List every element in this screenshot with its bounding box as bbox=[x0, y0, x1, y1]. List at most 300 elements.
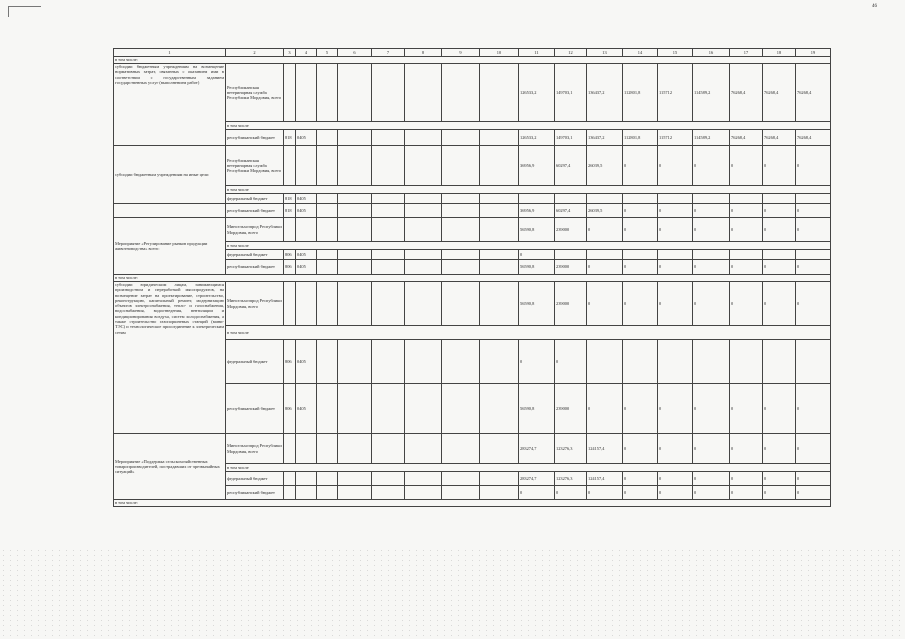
table-cell bbox=[317, 64, 338, 122]
value-cell: 123276,3 bbox=[555, 472, 587, 486]
value-cell: 56590,8 bbox=[519, 218, 555, 242]
table-cell bbox=[480, 146, 519, 186]
value-cell: 239000 bbox=[555, 260, 587, 275]
table-cell bbox=[442, 64, 480, 122]
value-cell: 0 bbox=[658, 434, 693, 464]
value-cell: 0 bbox=[658, 204, 693, 218]
table-cell bbox=[405, 260, 442, 275]
value-cell: 239000 bbox=[555, 282, 587, 326]
value-cell: 0 bbox=[730, 384, 763, 434]
table-cell bbox=[372, 250, 405, 260]
value-cell: 0 bbox=[763, 260, 796, 275]
table-cell bbox=[405, 384, 442, 434]
value-cell: 0 bbox=[693, 204, 730, 218]
table-cell bbox=[372, 384, 405, 434]
value-cell: 0 bbox=[623, 218, 658, 242]
table-cell bbox=[338, 194, 372, 204]
table-cell bbox=[372, 282, 405, 326]
table-cell bbox=[405, 146, 442, 186]
value-cell: 112801,8 bbox=[623, 64, 658, 122]
table-cell bbox=[338, 146, 372, 186]
value-cell: 0 bbox=[623, 204, 658, 218]
code-cell: 0405 bbox=[296, 384, 317, 434]
table-cell bbox=[372, 130, 405, 146]
table-row bbox=[114, 57, 831, 64]
budget-label: республиканский бюджет bbox=[226, 486, 284, 500]
column-header: 9 bbox=[442, 49, 480, 57]
value-cell: 0 bbox=[587, 260, 623, 275]
org-name: Республиканская ветеринарная служба Республики Мордовия, всего bbox=[226, 64, 284, 122]
value-cell: 0 bbox=[796, 434, 831, 464]
table-cell bbox=[317, 384, 338, 434]
code-cell: 806 bbox=[284, 384, 296, 434]
table-cell bbox=[763, 250, 796, 260]
table-cell bbox=[405, 204, 442, 218]
value-cell: 0 bbox=[693, 472, 730, 486]
table-cell bbox=[658, 250, 693, 260]
budget-label: республиканский бюджет bbox=[226, 130, 284, 146]
table-row bbox=[114, 434, 831, 464]
table-cell bbox=[317, 218, 338, 242]
column-header: 15 bbox=[658, 49, 693, 57]
table-cell bbox=[296, 282, 317, 326]
row-description: субсидии бюджетным учреждениям на иные цели bbox=[114, 146, 226, 204]
table-cell bbox=[372, 434, 405, 464]
value-cell: 0 bbox=[796, 204, 831, 218]
value-cell: 0 bbox=[555, 486, 587, 500]
in-that-number-label: в том числе bbox=[226, 186, 831, 194]
org-name: Республиканская ветеринарная служба Республики Мордовия, всего bbox=[226, 146, 284, 186]
scan-noise bbox=[0, 548, 905, 639]
table-cell bbox=[658, 194, 693, 204]
value-cell: 76268,4 bbox=[730, 64, 763, 122]
value-cell: 0 bbox=[763, 486, 796, 500]
table-cell bbox=[442, 486, 480, 500]
value-cell: 56590,8 bbox=[519, 260, 555, 275]
table-cell bbox=[284, 434, 296, 464]
budget-label: республиканский бюджет bbox=[226, 260, 284, 275]
table-cell bbox=[296, 434, 317, 464]
column-header: 7 bbox=[372, 49, 405, 57]
table-cell bbox=[587, 194, 623, 204]
value-cell: 0 bbox=[763, 204, 796, 218]
table-cell bbox=[405, 250, 442, 260]
table-cell bbox=[338, 204, 372, 218]
value-cell: 0 bbox=[623, 146, 658, 186]
table-cell bbox=[480, 282, 519, 326]
code-cell: 0405 bbox=[296, 194, 317, 204]
table-cell bbox=[338, 434, 372, 464]
column-header: 8 bbox=[405, 49, 442, 57]
value-cell: 0 bbox=[730, 434, 763, 464]
value-cell: 0 bbox=[693, 384, 730, 434]
table-cell bbox=[442, 282, 480, 326]
table-row bbox=[114, 204, 831, 218]
in-that-number-label: в том числе bbox=[226, 122, 831, 130]
table-cell bbox=[405, 130, 442, 146]
value-cell: 26039,5 bbox=[587, 204, 623, 218]
code-cell: 0405 bbox=[296, 250, 317, 260]
table-cell bbox=[480, 64, 519, 122]
table-cell bbox=[796, 194, 831, 204]
value-cell: 76268,4 bbox=[796, 64, 831, 122]
org-name: Минсельхозпрод Республики Мордовия, всего bbox=[226, 218, 284, 242]
column-header: 1 bbox=[114, 49, 226, 57]
table-cell bbox=[693, 340, 730, 384]
budget-label: федеральный бюджет bbox=[226, 472, 284, 486]
table-cell bbox=[480, 486, 519, 500]
table-cell bbox=[296, 472, 317, 486]
table-row bbox=[114, 500, 831, 507]
value-cell: 0 bbox=[730, 282, 763, 326]
table-cell bbox=[338, 130, 372, 146]
value-cell: 0 bbox=[730, 260, 763, 275]
value-cell: 76268,4 bbox=[763, 64, 796, 122]
budget-label: федеральный бюджет bbox=[226, 250, 284, 260]
column-header: 19 bbox=[796, 49, 831, 57]
table-row bbox=[114, 275, 831, 282]
value-cell: 0 bbox=[763, 472, 796, 486]
table-cell bbox=[284, 64, 296, 122]
value-cell: 239000 bbox=[555, 384, 587, 434]
value-cell: 0 bbox=[519, 340, 555, 384]
table-cell bbox=[405, 434, 442, 464]
table-cell bbox=[372, 64, 405, 122]
code-cell: 0405 bbox=[296, 260, 317, 275]
value-cell: 0 bbox=[587, 282, 623, 326]
table-cell bbox=[555, 250, 587, 260]
org-name: Минсельхозпрод Республики Мордовия, всего bbox=[226, 282, 284, 326]
table-cell bbox=[480, 384, 519, 434]
table-cell bbox=[480, 194, 519, 204]
table-cell bbox=[480, 340, 519, 384]
table-row bbox=[114, 64, 831, 122]
table-cell bbox=[480, 218, 519, 242]
table-body bbox=[114, 49, 831, 507]
column-header: 18 bbox=[763, 49, 796, 57]
value-cell: 0 bbox=[658, 146, 693, 186]
value-cell: 0 bbox=[555, 340, 587, 384]
table-cell bbox=[284, 472, 296, 486]
table-cell bbox=[442, 218, 480, 242]
section-label: в том числе: bbox=[114, 500, 831, 507]
value-cell: 56590,8 bbox=[519, 282, 555, 326]
in-that-number-label: в том числе bbox=[226, 242, 831, 250]
table-cell bbox=[555, 194, 587, 204]
table-cell bbox=[405, 282, 442, 326]
value-cell: 283274,7 bbox=[519, 472, 555, 486]
code-cell: 818 bbox=[284, 194, 296, 204]
value-cell: 0 bbox=[730, 472, 763, 486]
table-cell bbox=[442, 130, 480, 146]
column-header: 14 bbox=[623, 49, 658, 57]
column-header: 11 bbox=[519, 49, 555, 57]
value-cell: 60297,4 bbox=[555, 204, 587, 218]
column-header: 12 bbox=[555, 49, 587, 57]
table-cell bbox=[442, 194, 480, 204]
table-cell bbox=[480, 250, 519, 260]
table-cell bbox=[372, 146, 405, 186]
table-cell bbox=[730, 250, 763, 260]
in-that-number-label: в том числе bbox=[226, 326, 831, 340]
table-cell bbox=[372, 260, 405, 275]
table-cell bbox=[372, 340, 405, 384]
code-cell: 806 bbox=[284, 340, 296, 384]
column-header: 13 bbox=[587, 49, 623, 57]
table-cell bbox=[730, 340, 763, 384]
table-cell bbox=[658, 340, 693, 384]
scan-corner-mark bbox=[8, 6, 41, 17]
table-cell bbox=[623, 194, 658, 204]
table-cell bbox=[317, 146, 338, 186]
value-cell: 0 bbox=[623, 472, 658, 486]
table-cell bbox=[442, 340, 480, 384]
table-cell bbox=[284, 486, 296, 500]
value-cell: 0 bbox=[693, 218, 730, 242]
table-cell bbox=[317, 204, 338, 218]
value-cell: 124157,4 bbox=[587, 434, 623, 464]
row-description: субсидии бюджетным учреждениям на возмещение нормативных затрат, связанных с оказанием ими в соответствии с государственным заданием государственных услуг (выполнением работ) bbox=[114, 64, 226, 146]
table-cell bbox=[317, 434, 338, 464]
value-cell: 0 bbox=[796, 260, 831, 275]
budget-label: республиканский бюджет bbox=[226, 384, 284, 434]
value-cell: 0 bbox=[796, 384, 831, 434]
table-cell bbox=[317, 260, 338, 275]
table-cell bbox=[480, 260, 519, 275]
table-row bbox=[114, 282, 831, 326]
table-cell bbox=[372, 204, 405, 218]
value-cell: 0 bbox=[658, 218, 693, 242]
value-cell: 0 bbox=[796, 146, 831, 186]
value-cell: 126533,2 bbox=[519, 130, 555, 146]
column-header: 2 bbox=[226, 49, 284, 57]
value-cell: 0 bbox=[693, 146, 730, 186]
value-cell: 60297,4 bbox=[555, 146, 587, 186]
table-cell bbox=[587, 340, 623, 384]
budget-label: федеральный бюджет bbox=[226, 194, 284, 204]
row-description: Мероприятие «Поддержка сельскохозяйственных товаропроизводителей, пострадавших от чрезвычайных ситуаций» bbox=[114, 434, 226, 500]
table-cell bbox=[693, 194, 730, 204]
section-label: в том числе: bbox=[114, 57, 831, 64]
table-cell bbox=[480, 204, 519, 218]
table-cell bbox=[442, 434, 480, 464]
table-cell bbox=[405, 218, 442, 242]
table-cell bbox=[372, 194, 405, 204]
code-cell: 0405 bbox=[296, 340, 317, 384]
value-cell: 112801,8 bbox=[623, 130, 658, 146]
value-cell: 0 bbox=[763, 434, 796, 464]
value-cell: 124157,4 bbox=[587, 472, 623, 486]
value-cell: 0 bbox=[587, 218, 623, 242]
table-cell bbox=[405, 194, 442, 204]
table-cell bbox=[763, 194, 796, 204]
table-cell bbox=[480, 472, 519, 486]
value-cell: 0 bbox=[693, 486, 730, 500]
table-cell bbox=[405, 486, 442, 500]
value-cell: 0 bbox=[763, 282, 796, 326]
table-cell bbox=[405, 472, 442, 486]
table-cell bbox=[623, 340, 658, 384]
column-header: 10 bbox=[480, 49, 519, 57]
budget-label: республиканский бюджет bbox=[226, 204, 284, 218]
value-cell: 0 bbox=[730, 486, 763, 500]
value-cell: 0 bbox=[763, 384, 796, 434]
table-cell bbox=[284, 218, 296, 242]
value-cell: 0 bbox=[658, 282, 693, 326]
value-cell: 136437,2 bbox=[587, 130, 623, 146]
table-cell bbox=[405, 340, 442, 384]
value-cell: 0 bbox=[763, 218, 796, 242]
value-cell: 149703,1 bbox=[555, 64, 587, 122]
value-cell: 0 bbox=[519, 486, 555, 500]
header-row bbox=[114, 49, 831, 57]
table-cell bbox=[480, 434, 519, 464]
code-cell: 806 bbox=[284, 250, 296, 260]
table-row bbox=[114, 218, 831, 242]
table-cell bbox=[442, 146, 480, 186]
value-cell: 0 bbox=[623, 282, 658, 326]
table-cell bbox=[317, 282, 338, 326]
table-cell bbox=[296, 64, 317, 122]
budget-label: федеральный бюджет bbox=[226, 340, 284, 384]
value-cell: 0 bbox=[623, 260, 658, 275]
value-cell: 0 bbox=[587, 486, 623, 500]
value-cell: 0 bbox=[587, 384, 623, 434]
in-that-number-label: в том числе bbox=[226, 464, 831, 472]
table-cell bbox=[480, 130, 519, 146]
value-cell: 0 bbox=[796, 472, 831, 486]
table-cell bbox=[284, 282, 296, 326]
value-cell: 76268,4 bbox=[730, 130, 763, 146]
org-name: Минсельхозпрод Республики Мордовия, всего bbox=[226, 434, 284, 464]
table-cell bbox=[114, 204, 226, 218]
table-cell bbox=[796, 250, 831, 260]
table-cell bbox=[338, 218, 372, 242]
table-cell bbox=[405, 64, 442, 122]
value-cell: 114589,2 bbox=[693, 130, 730, 146]
table-cell bbox=[372, 472, 405, 486]
value-cell: 0 bbox=[658, 472, 693, 486]
code-cell: 818 bbox=[284, 130, 296, 146]
column-header: 16 bbox=[693, 49, 730, 57]
value-cell: 0 bbox=[730, 146, 763, 186]
column-header: 6 bbox=[338, 49, 372, 57]
table-cell bbox=[338, 384, 372, 434]
table-cell bbox=[338, 282, 372, 326]
table-cell bbox=[317, 130, 338, 146]
table-cell bbox=[372, 218, 405, 242]
row-description: субсидии юридическим лицам, занимающимся производством и переработкой мясопродуктов, на возмещение затрат на проектирование, строительство, реконструкцию, капитальный ремонт, модернизацию объектов электроснабжения, тепло- и газоснабжения, водоснабжения, водоотведения, вентиляции и кондиционирования воздуха, систем холодоснабжения, а также строительство газопоршневых станций (мини-ТЭС) и технологическое присоединение к электрическим сетям bbox=[114, 282, 226, 434]
value-cell: 0 bbox=[519, 250, 555, 260]
table-cell bbox=[587, 250, 623, 260]
value-cell: 36956,9 bbox=[519, 146, 555, 186]
column-header: 3 bbox=[284, 49, 296, 57]
table-cell bbox=[763, 340, 796, 384]
row-description: Мероприятие «Регулирование рынков продукции животноводства» всего: bbox=[114, 218, 226, 275]
value-cell: 0 bbox=[693, 434, 730, 464]
table-cell bbox=[442, 250, 480, 260]
table-cell bbox=[442, 472, 480, 486]
value-cell: 0 bbox=[658, 260, 693, 275]
value-cell: 76268,4 bbox=[796, 130, 831, 146]
value-cell: 283274,7 bbox=[519, 434, 555, 464]
value-cell: 0 bbox=[693, 260, 730, 275]
value-cell: 0 bbox=[796, 218, 831, 242]
value-cell: 0 bbox=[730, 218, 763, 242]
table-row bbox=[114, 146, 831, 186]
table-cell bbox=[442, 384, 480, 434]
table-cell bbox=[623, 250, 658, 260]
table-cell bbox=[296, 218, 317, 242]
table-cell bbox=[317, 194, 338, 204]
code-cell: 818 bbox=[284, 204, 296, 218]
value-cell: 149703,1 bbox=[555, 130, 587, 146]
value-cell: 0 bbox=[796, 282, 831, 326]
column-header: 4 bbox=[296, 49, 317, 57]
value-cell: 0 bbox=[623, 486, 658, 500]
value-cell: 0 bbox=[623, 434, 658, 464]
value-cell: 0 bbox=[693, 282, 730, 326]
table-cell bbox=[693, 250, 730, 260]
table-cell bbox=[338, 340, 372, 384]
value-cell: 0 bbox=[763, 146, 796, 186]
value-cell: 0 bbox=[658, 384, 693, 434]
value-cell: 26039,5 bbox=[587, 146, 623, 186]
column-header: 5 bbox=[317, 49, 338, 57]
value-cell: 0 bbox=[796, 486, 831, 500]
table-cell bbox=[317, 340, 338, 384]
table-cell bbox=[284, 146, 296, 186]
value-cell: 36956,9 bbox=[519, 204, 555, 218]
column-header: 17 bbox=[730, 49, 763, 57]
section-label: в том числе: bbox=[114, 275, 831, 282]
table-cell bbox=[730, 194, 763, 204]
value-cell: 126533,2 bbox=[519, 64, 555, 122]
value-cell: 0 bbox=[658, 486, 693, 500]
table-cell bbox=[796, 340, 831, 384]
code-cell: 0405 bbox=[296, 204, 317, 218]
page-number: 46 bbox=[872, 4, 877, 9]
table-cell bbox=[338, 472, 372, 486]
table-cell bbox=[442, 204, 480, 218]
value-cell: 239000 bbox=[555, 218, 587, 242]
table-cell bbox=[338, 486, 372, 500]
value-cell: 0 bbox=[730, 204, 763, 218]
value-cell: 115712 bbox=[658, 64, 693, 122]
code-cell: 806 bbox=[284, 260, 296, 275]
table-cell bbox=[317, 486, 338, 500]
value-cell: 0 bbox=[623, 384, 658, 434]
value-cell: 115712 bbox=[658, 130, 693, 146]
value-cell: 56590,8 bbox=[519, 384, 555, 434]
table-cell bbox=[317, 472, 338, 486]
table-cell bbox=[519, 194, 555, 204]
table-cell bbox=[338, 250, 372, 260]
table-cell bbox=[296, 486, 317, 500]
code-cell: 0405 bbox=[296, 130, 317, 146]
table-cell bbox=[338, 64, 372, 122]
table-cell bbox=[296, 146, 317, 186]
value-cell: 136437,2 bbox=[587, 64, 623, 122]
value-cell: 114589,2 bbox=[693, 64, 730, 122]
value-cell: 123276,3 bbox=[555, 434, 587, 464]
table-cell bbox=[442, 260, 480, 275]
table-cell bbox=[338, 260, 372, 275]
budget-table bbox=[113, 48, 831, 507]
table-cell bbox=[372, 486, 405, 500]
table-cell bbox=[317, 250, 338, 260]
value-cell: 76268,4 bbox=[763, 130, 796, 146]
